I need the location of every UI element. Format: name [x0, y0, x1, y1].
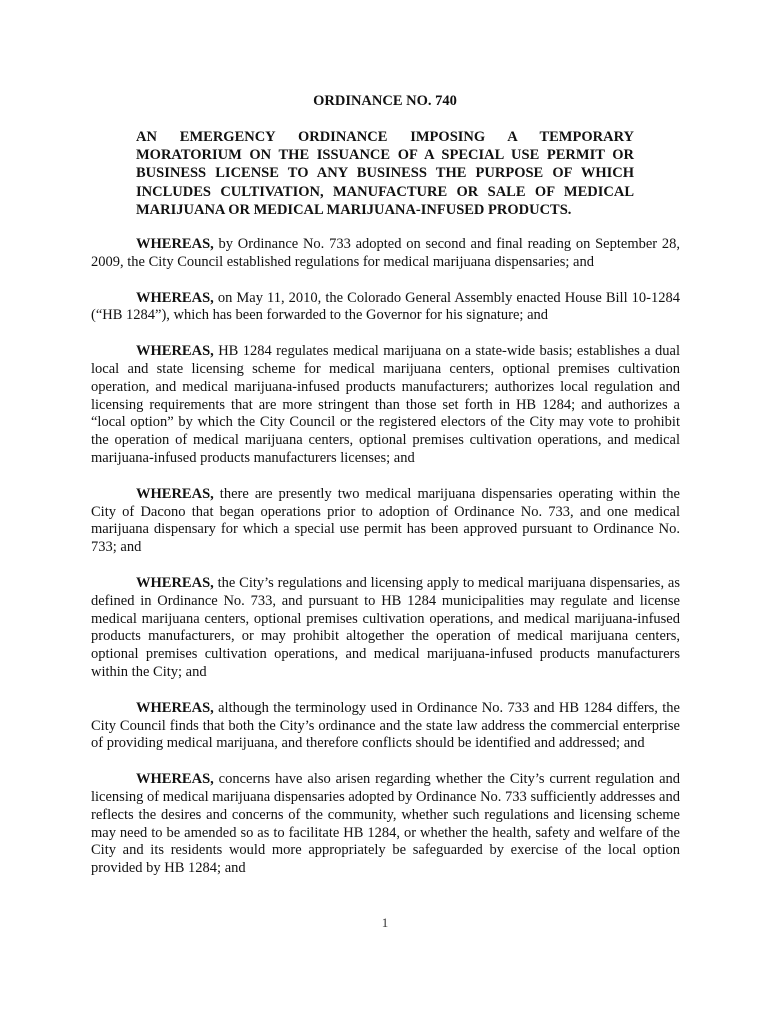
- paragraph-text: although the terminology used in Ordinance No. 733 and HB 1284 differs, the City Council finds that both the City’s ordinance and the state law address the commercial enterprise of providing medical marijuana, and therefore conflicts should be identified and addressed; and: [91, 699, 680, 752]
- whereas-paragraph-6: [91, 700, 680, 753]
- paragraph-lead: WHEREAS,: [136, 485, 214, 502]
- paragraph-lead: WHEREAS,: [136, 236, 214, 252]
- whereas-paragraph-3: [91, 343, 680, 468]
- paragraph-text: by Ordinance No. 733 adopted on second and final reading on September 28, 2009, the City Council established regulations for medical marijuana dispensaries; and: [91, 236, 680, 270]
- paragraph-lead: WHEREAS,: [136, 771, 214, 788]
- whereas-paragraph-2: [91, 290, 680, 326]
- paragraph-lead: WHEREAS,: [136, 699, 214, 716]
- whereas-paragraph-7: [91, 771, 680, 878]
- paragraph-text: HB 1284 regulates medical marijuana on a state-wide basis; establishes a dual local and state licensing scheme for medical marijuana centers, optional premises cultivation operation, and medical marijuana-infused products manufacturers; authorizes local regulation and licensing requirements that are more stringent than those set forth in HB 1284; and authorizes a “local option” by which the City Council or the registered electors of the City may vote to prohibit the operation of medical marijuana centers, optional premises cultivation operations, and medical marijuana-infused products manufacturers licenses; and: [91, 343, 680, 466]
- paragraph-lead: WHEREAS,: [136, 289, 214, 306]
- paragraph-text: on May 11, 2010, the Colorado General Assembly enacted House Bill 10-1284 (“HB 1284”), which has been forwarded to the Governor for his signature; and: [91, 289, 680, 324]
- paragraph-text: the City’s regulations and licensing apply to medical marijuana dispensaries, as defined in Ordinance No. 733, and pursuant to HB 1284 municipalities may regulate and license medical marijuana centers, optional premises cultivation operations, and medical marijuana-infused products manufacturers, or may prohibit altogether the operation of medical marijuana centers, optional premises cultivation operations, and medical marijuana-infused products manufacturers within the City; and: [91, 574, 680, 680]
- whereas-paragraph-1: [91, 236, 680, 272]
- page-number: 1: [381, 915, 389, 930]
- whereas-paragraph-5: [91, 575, 680, 682]
- paragraph-lead: WHEREAS,: [136, 574, 214, 591]
- paragraph-lead: WHEREAS,: [136, 343, 214, 360]
- document-body: [91, 236, 680, 896]
- paragraph-text: concerns have also arisen regarding whether the City’s current regulation and licensing of medical marijuana dispensaries adopted by Ordinance No. 733 sufficiently addresses and reflects the desires and concerns of the community, whether such regulations and licensing scheme may need to be amended so as to facilitate HB 1284, or whether the health, safety and welfare of the City and its residents would more appropriately be safeguarded by exercise of the local option provided by HB 1284; and: [91, 771, 680, 877]
- whereas-paragraph-4: [91, 486, 680, 557]
- ordinance-subject: AN EMERGENCY ORDINANCE IMPOSING A TEMPORARY MORATORIUM ON THE ISSUANCE OF A SPECIAL USE PERMIT OR BUSINESS LICENSE TO ANY BUSINESS THE PURPOSE OF WHICH INCLUDES CULTIVATION, MANUFACTURE OR SALE OF MEDICAL MARIJUANA OR MEDICAL MARIJUANA-INFUSED PRODUCTS.: [136, 129, 634, 218]
- paragraph-text: there are presently two medical marijuana dispensaries operating within the City of Dacono that began operations prior to adoption of Ordinance No. 733, and one medical marijuana dispensary for which a special use permit has been approved pursuant to Ordinance No. 733; and: [91, 485, 680, 556]
- ordinance-title: ORDINANCE NO. 740: [313, 93, 457, 109]
